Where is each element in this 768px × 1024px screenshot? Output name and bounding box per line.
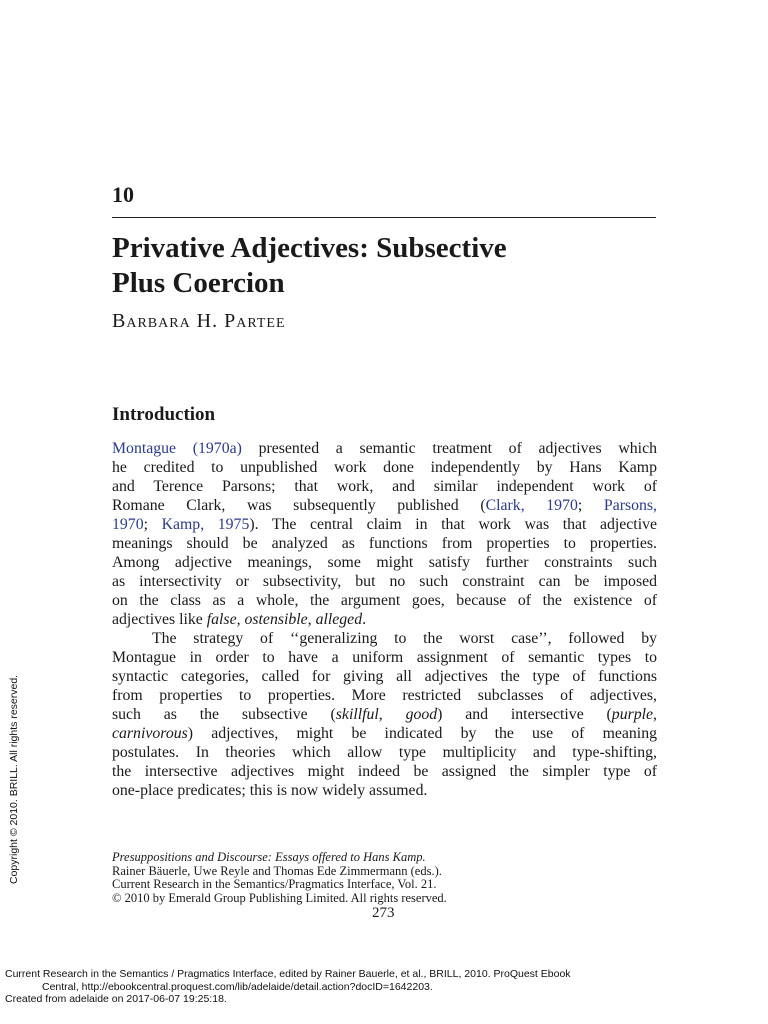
italic-term: good xyxy=(405,706,438,723)
title-line: Privative Adjectives: Subsective xyxy=(112,232,507,264)
text-run: adjectives like xyxy=(112,611,207,628)
publication-footnote xyxy=(112,851,447,905)
citation-created: Created from adelaide on 2017-06-07 19:25:18. xyxy=(5,993,227,1005)
text-run: Montague in order to have a uniform assignment of semantic types to xyxy=(112,649,657,666)
author-name: Barbara H. Partee xyxy=(112,310,286,332)
text-run: , xyxy=(307,611,316,628)
text-line xyxy=(112,648,657,667)
text-run: ) adjectives, might be indicated by the use of meaning xyxy=(187,725,657,742)
text-line xyxy=(112,591,657,610)
text-run: from properties to properties. More restricted subclasses of adjectives, xyxy=(112,687,657,704)
paragraph-2 xyxy=(112,629,657,800)
text-run: the intersective adjectives might indeed be assigned the simpler type of xyxy=(112,763,657,780)
section-heading: Introduction xyxy=(112,404,216,425)
text-run: presented a semantic treatment of adjectives which xyxy=(241,440,657,457)
italic-term: ostensible xyxy=(244,611,308,628)
ebook-citation xyxy=(5,968,571,1006)
citation-link[interactable]: Clark, 1970 xyxy=(485,497,578,514)
title-divider xyxy=(112,217,656,218)
text-line xyxy=(112,534,657,553)
citation-link[interactable]: Kamp, 1975 xyxy=(161,516,250,533)
text-run: syntactic categories, called for giving all adjectives the type of functions xyxy=(112,668,657,685)
text-line xyxy=(112,572,657,591)
text-run: postulates. In theories which allow type multiplicity and type-shifting, xyxy=(112,744,657,761)
footnote-editors: Rainer Bäuerle, Uwe Reyle and Thomas Ede Zimmermann (eds.). xyxy=(112,863,442,878)
text-line xyxy=(112,629,657,648)
paragraph-1 xyxy=(112,439,657,629)
text-line xyxy=(112,515,657,534)
citation-link[interactable]: Central, http://ebookcentral.proquest.com/lib/adelaide/detail.action?docID=1642203. xyxy=(42,980,433,993)
text-run: ; xyxy=(143,516,162,533)
text-line xyxy=(112,705,657,724)
text-line xyxy=(112,610,657,629)
chapter-title xyxy=(112,231,672,301)
page-number: 273 xyxy=(372,905,395,921)
chapter-number: 10 xyxy=(112,182,134,207)
text-run: Among adjective meanings, some might satisfy further constraints such xyxy=(112,554,657,571)
text-run: meanings should be analyzed as functions from properties to properties. xyxy=(112,535,657,552)
text-run: , xyxy=(236,611,245,628)
text-run: The strategy of ‘‘generalizing to the worst case’’, followed by xyxy=(152,630,657,647)
italic-term: purple xyxy=(611,706,654,723)
italic-term: skillful xyxy=(335,706,379,723)
text-line xyxy=(112,724,657,743)
text-run: he credited to unpublished work done independently by Hans Kamp xyxy=(112,459,657,476)
title-line: Plus Coercion xyxy=(112,267,285,299)
text-run: such as the subsective ( xyxy=(112,706,336,723)
text-line xyxy=(112,781,657,800)
citation-link[interactable]: 1970 xyxy=(112,516,144,533)
citation-link[interactable]: Montague (1970a) xyxy=(112,440,242,457)
text-line xyxy=(112,553,657,572)
citation-line: Current Research in the Semantics / Pragmatics Interface, edited by Rainer Bauerle, et al., BRILL, 2010. ProQuest Ebook xyxy=(5,968,571,980)
text-run: Romane Clark, was subsequently published ( xyxy=(112,497,486,514)
text-run: one-place predicates; this is now widely assumed. xyxy=(112,782,428,799)
text-run: . xyxy=(362,611,367,628)
text-line xyxy=(112,686,657,705)
text-run: ). The central claim in that work was that adjective xyxy=(249,516,657,533)
text-run: on the class as a whole, the argument goes, because of the existence of xyxy=(112,592,657,609)
text-line xyxy=(112,762,657,781)
italic-term: alleged xyxy=(315,611,363,628)
text-line xyxy=(112,458,657,477)
citation-link[interactable]: Parsons, xyxy=(603,497,658,514)
copyright-sidebar: Copyright © 2010. BRILL. All rights reserved. xyxy=(8,674,20,884)
italic-term: false xyxy=(206,611,237,628)
text-line xyxy=(112,439,657,458)
text-line xyxy=(112,743,657,762)
text-line xyxy=(112,477,657,496)
italic-term: carnivorous xyxy=(112,725,188,742)
text-run: , xyxy=(378,706,406,723)
text-run: as intersectivity or subsectivity, but no such constraint can be imposed xyxy=(112,573,657,590)
footnote-book-title: Presuppositions and Discourse: Essays offered to Hans Kamp. xyxy=(112,850,426,864)
text-run: ) and intersective ( xyxy=(437,706,612,723)
text-line xyxy=(112,496,657,515)
text-run: ; xyxy=(577,497,604,514)
text-run: , xyxy=(653,706,657,723)
footnote-copyright: © 2010 by Emerald Group Publishing Limited. All rights reserved. xyxy=(112,890,447,905)
footnote-series: Current Research in the Semantics/Pragmatics Interface, Vol. 21. xyxy=(112,877,437,891)
text-run: and Terence Parsons; that work, and similar independent work of xyxy=(112,478,657,495)
text-line xyxy=(112,667,657,686)
